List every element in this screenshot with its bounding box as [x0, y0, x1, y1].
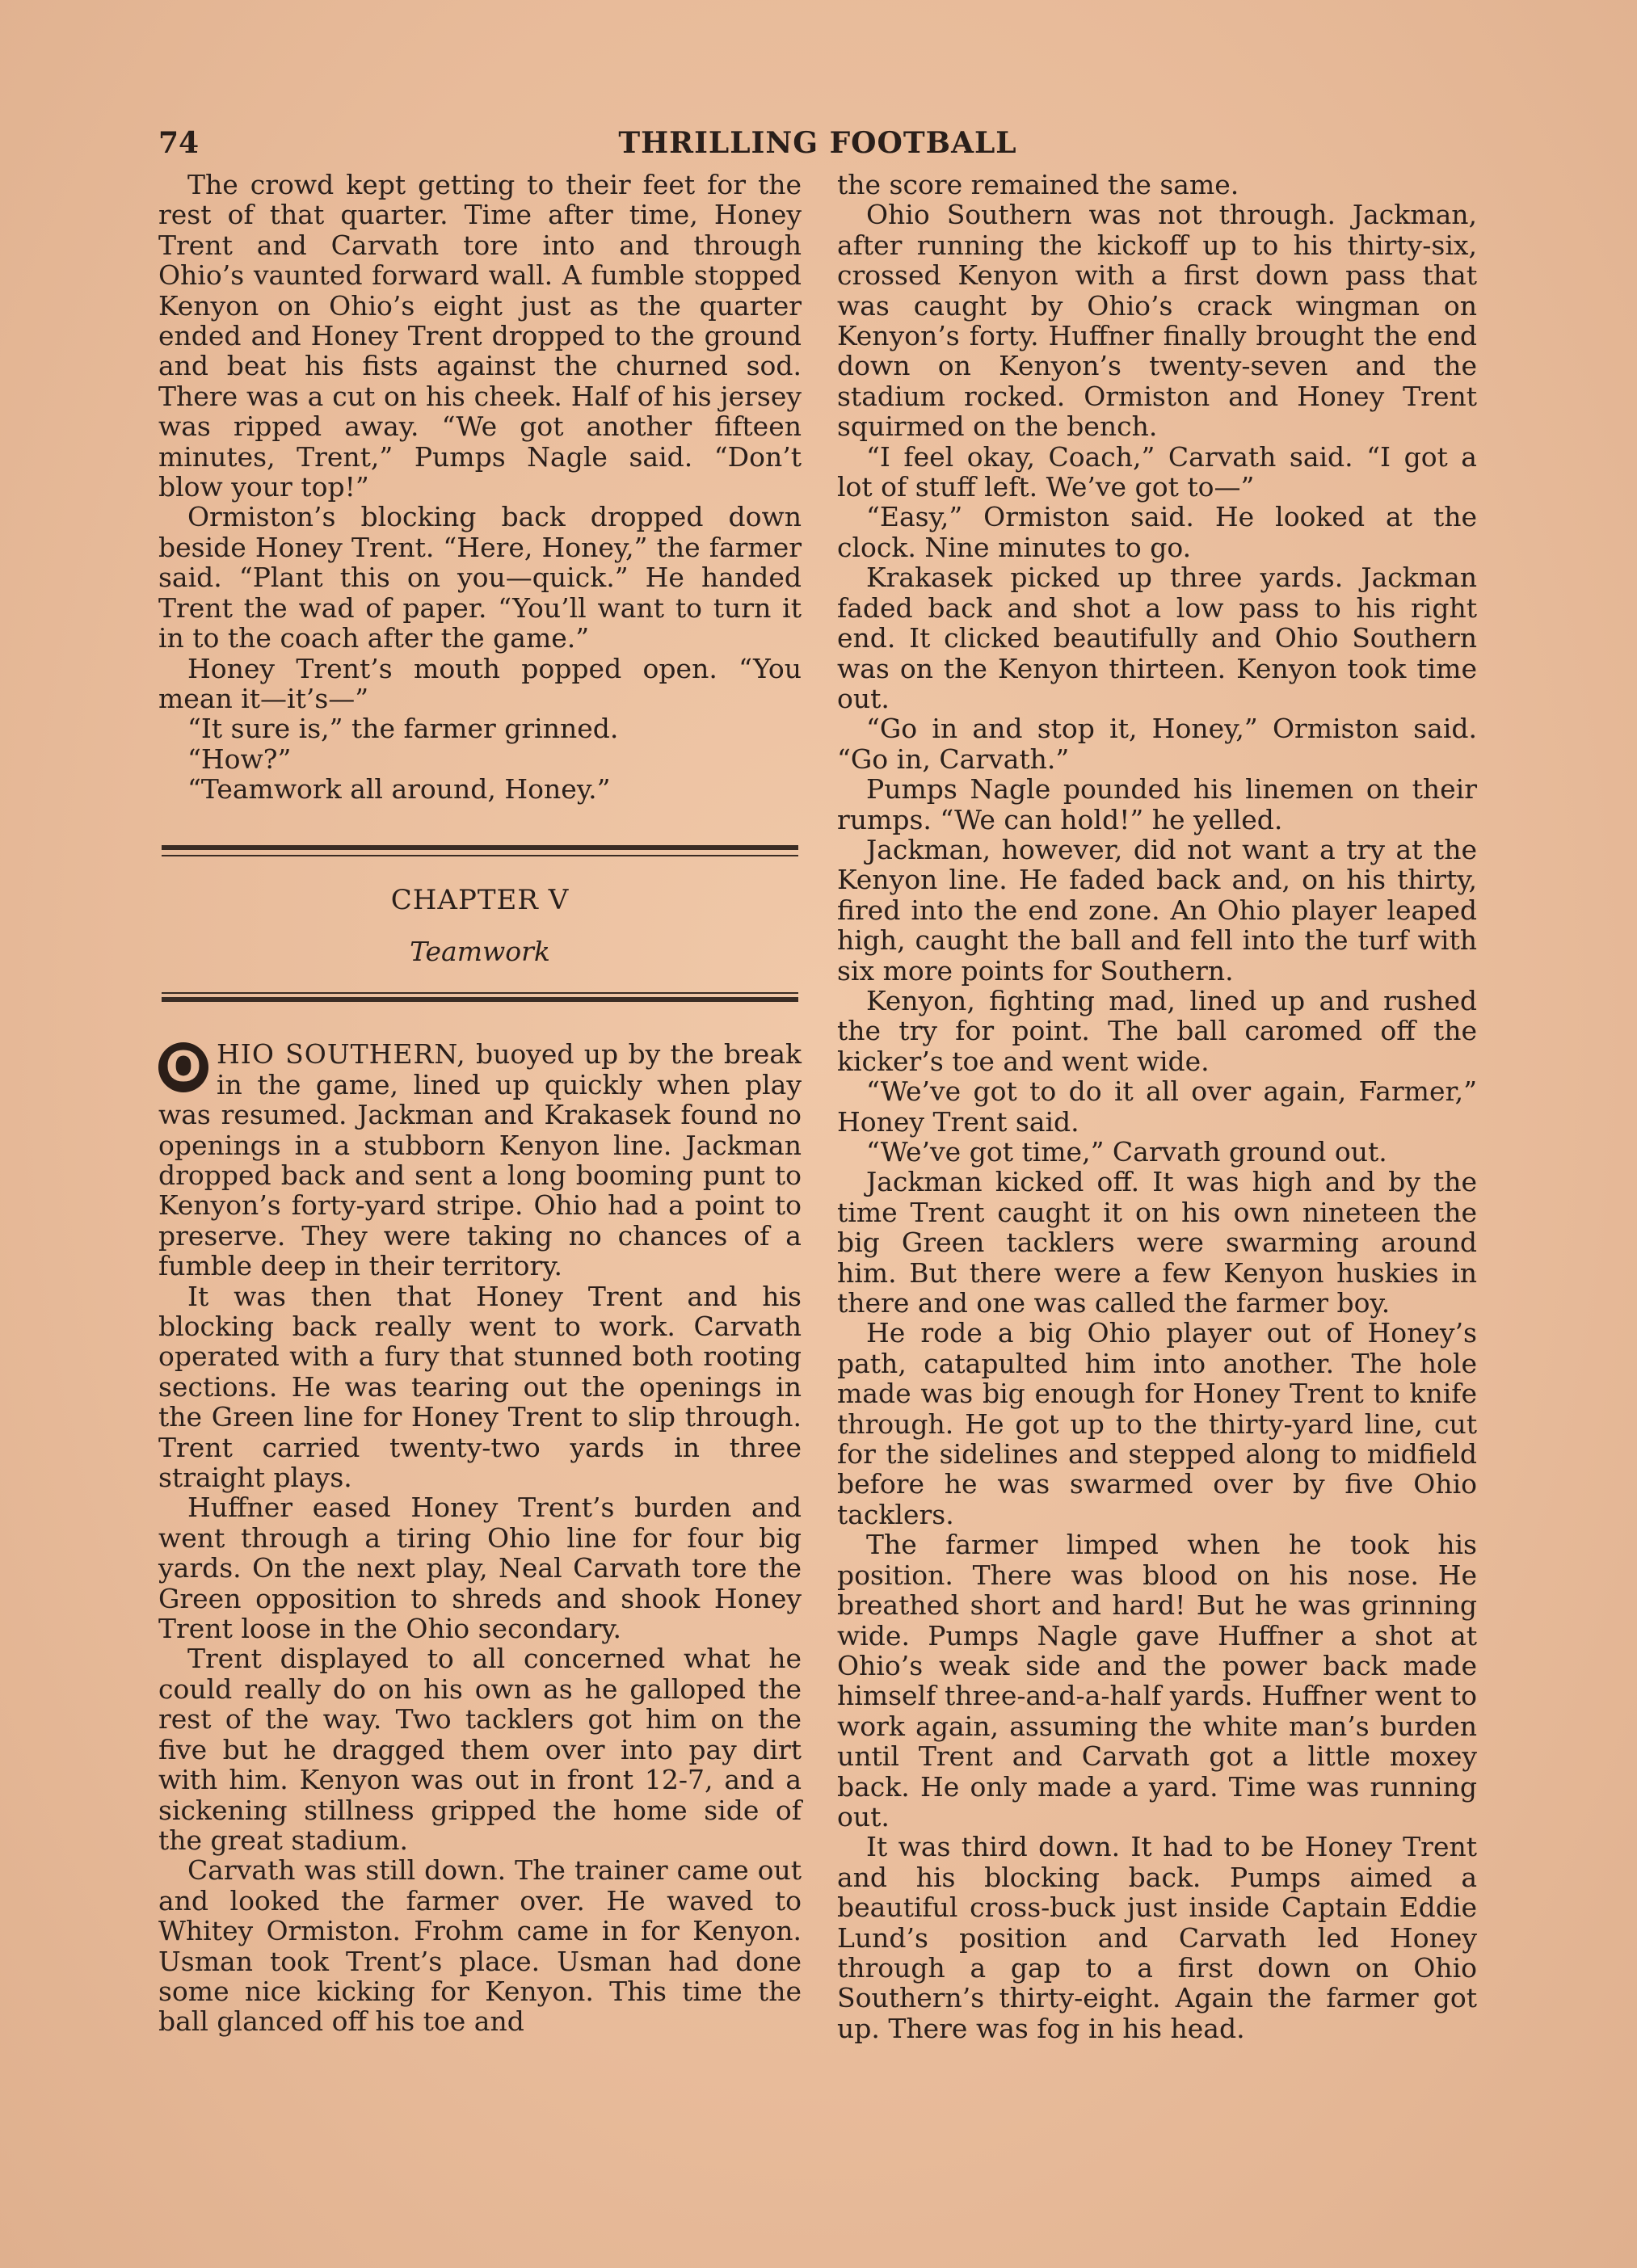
paragraph: The farmer limped when he took his position. There was blood on his nose. He breathed short and hard! But he was grinning wide. Pumps Nagle gave Huffner a shot at Ohio’s weak side and the power back made himself three-and-a-half yards. Huffner went to work again, assuming the white man’s burden until Trent and Carvath got a little moxey back. He only made a yard. Time was running out. — [837, 1529, 1477, 1832]
paragraph: Ormiston’s blocking back dropped down beside Honey Trent. “Here, Honey,” the farmer said. “Plant this on you—quick.” He handed Trent the wad of paper. “You’ll want to turn it in to the coach after the game.” — [158, 501, 802, 654]
paragraph: “Teamwork all around, Honey.” — [187, 773, 611, 806]
paragraph: Trent displayed to all concerned what he could really do on his own as he galloped the rest of the way. Two tacklers got him on the five but he dragged them over into pay dirt with him. Kenyon was out in front 12-7, and a sickening stillness gripped the home side of the great stadium. — [158, 1643, 802, 1856]
paragraph-text: buoyed up by the break in the game, lined up quickly when play was resumed. Jackman and Krakasek found no openings in a stubborn Kenyon line. Jackman dropped back and sent a long booming punt to Kenyon’s forty-yard stripe. Ohio had a point to preserve. They were taking no chances of a fumble deep in their territory. — [158, 1038, 802, 1282]
paragraph: “Go in and stop it, Honey,” Ormiston said. “Go in, Carvath.” — [837, 713, 1477, 775]
drop-cap: O — [158, 1042, 208, 1092]
paragraph: “How?” — [187, 743, 292, 775]
paragraph: He rode a big Ohio player out of Honey’s path, catapulted him into another. The hole made was big enough for Honey Trent to knife through. He got up to the thirty-yard line, cut for the sidelines and stepped along to midfield before he was swarmed over by five Ohio tacklers. — [837, 1317, 1477, 1530]
paragraph: The crowd kept getting to their feet for the rest of that quarter. Time after time, Honey Trent and Carvath tore into and through Ohio’s vaunted forward wall. A fumble stopped Kenyon on Ohio’s eight just as the quarter ended and Honey Trent dropped to the ground and beat his fists against the churned sod. There was a cut on his cheek. Half of his jersey was ripped away. “We got another fifteen minutes, Trent,” Pumps Nagle said. “Don’t blow your top!” — [158, 169, 802, 503]
divider-rule-top — [162, 845, 798, 863]
paragraph: Honey Trent’s mouth popped open. “You mean it—it’s—” — [158, 652, 802, 714]
paragraph: “It sure is,” the farmer grinned. — [187, 713, 619, 745]
paragraph: Jackman, however, did not want a try at the Kenyon line. He faded back and, on his thirty, fired into the end zone. An Ohio player leaped high, caught the ball and fell into the turf with six more points for Southern. — [837, 833, 1477, 987]
paragraph: Kenyon, fighting mad, lined up and rushed the try for point. The ball caromed off the kicker’s toe and went wide. — [837, 984, 1477, 1077]
lead-in: HIO SOUTHERN, — [217, 1038, 466, 1071]
paragraph: Jackman kicked off. It was high and by the time Trent caught it on his own nineteen the big Green tacklers were swarming around him. But there were a few Kenyon huskies in there and one was called the farmer boy. — [837, 1166, 1477, 1319]
paragraph: It was third down. It had to be Honey Trent and his blocking back. Pumps aimed a beautiful cross-buck just inside Captain Eddie Lund’s position and Carvath led Honey through a gap to a first down on Ohio Southern’s thirty-eight. Again the farmer got up. There was fog in his head. — [837, 1831, 1477, 2044]
chapter-break — [158, 845, 802, 1008]
paragraph: “Easy,” Ormiston said. He looked at the clock. Nine minutes to go. — [837, 501, 1477, 563]
chapter-opening-paragraph — [158, 1039, 802, 1281]
divider-rule-bottom — [162, 992, 798, 1007]
paragraph: Pumps Nagle pounded his linemen on their rumps. “We can hold!” he yelled. — [837, 773, 1477, 835]
paragraph: “I feel okay, Coach,” Carvath said. “I got a lot of stuff left. We’ve got to—” — [837, 440, 1477, 503]
paragraph: Carvath was still down. The trainer came out and looked the farmer over. He waved to Whitey Ormiston. Frohm came in for Kenyon. Usman took Trent’s place. Usman had done some nice kicking for Kenyon. This time the ball glanced off his toe and — [158, 1854, 802, 2038]
paragraph: It was then that Honey Trent and his blocking back really went to work. Carvath operated with a fury that stunned both rooting sections. He was tearing out the openings in the Green line for Honey Trent to slip through. Trent carried twenty-two yards in three straight plays. — [158, 1280, 802, 1494]
paragraph: “We’ve got to do it all over again, Farmer,” Honey Trent said. — [837, 1075, 1477, 1138]
chapter-heading: CHAPTER V — [390, 883, 570, 916]
paragraph: Huffner eased Honey Trent’s burden and went through a tiring Ohio line for four big yards. On the next play, Neal Carvath tore the Green opposition to shreds and shook Honey Trent loose in the Ohio secondary. — [158, 1492, 802, 1645]
page-number: 74 — [158, 126, 200, 160]
running-title: THRILLING FOOTBALL — [618, 126, 1017, 160]
paragraph: Krakasek picked up three yards. Jackman faded back and shot a low pass to his right end. It clicked beautifully and Ohio Southern was on the Kenyon thirteen. Kenyon took time out. — [837, 562, 1477, 714]
chapter-subtitle: Teamwork — [410, 935, 550, 967]
paragraph: “We’ve got time,” Carvath ground out. — [866, 1136, 1387, 1168]
page-header — [158, 126, 1477, 166]
left-column — [158, 170, 802, 2037]
right-column — [837, 170, 1477, 2043]
paragraph: Ohio Southern was not through. Jackman, after running the kickoff up to his thirty-six, crossed Kenyon with a first down pass that was caught by Ohio’s crack wingman on Kenyon’s forty. Huffner finally brought the end down on Kenyon’s twenty-seven and the stadium rocked. Ormiston and Honey Trent squirmed on the bench. — [837, 199, 1477, 443]
paragraph-continuation: the score remained the same. — [837, 169, 1239, 200]
